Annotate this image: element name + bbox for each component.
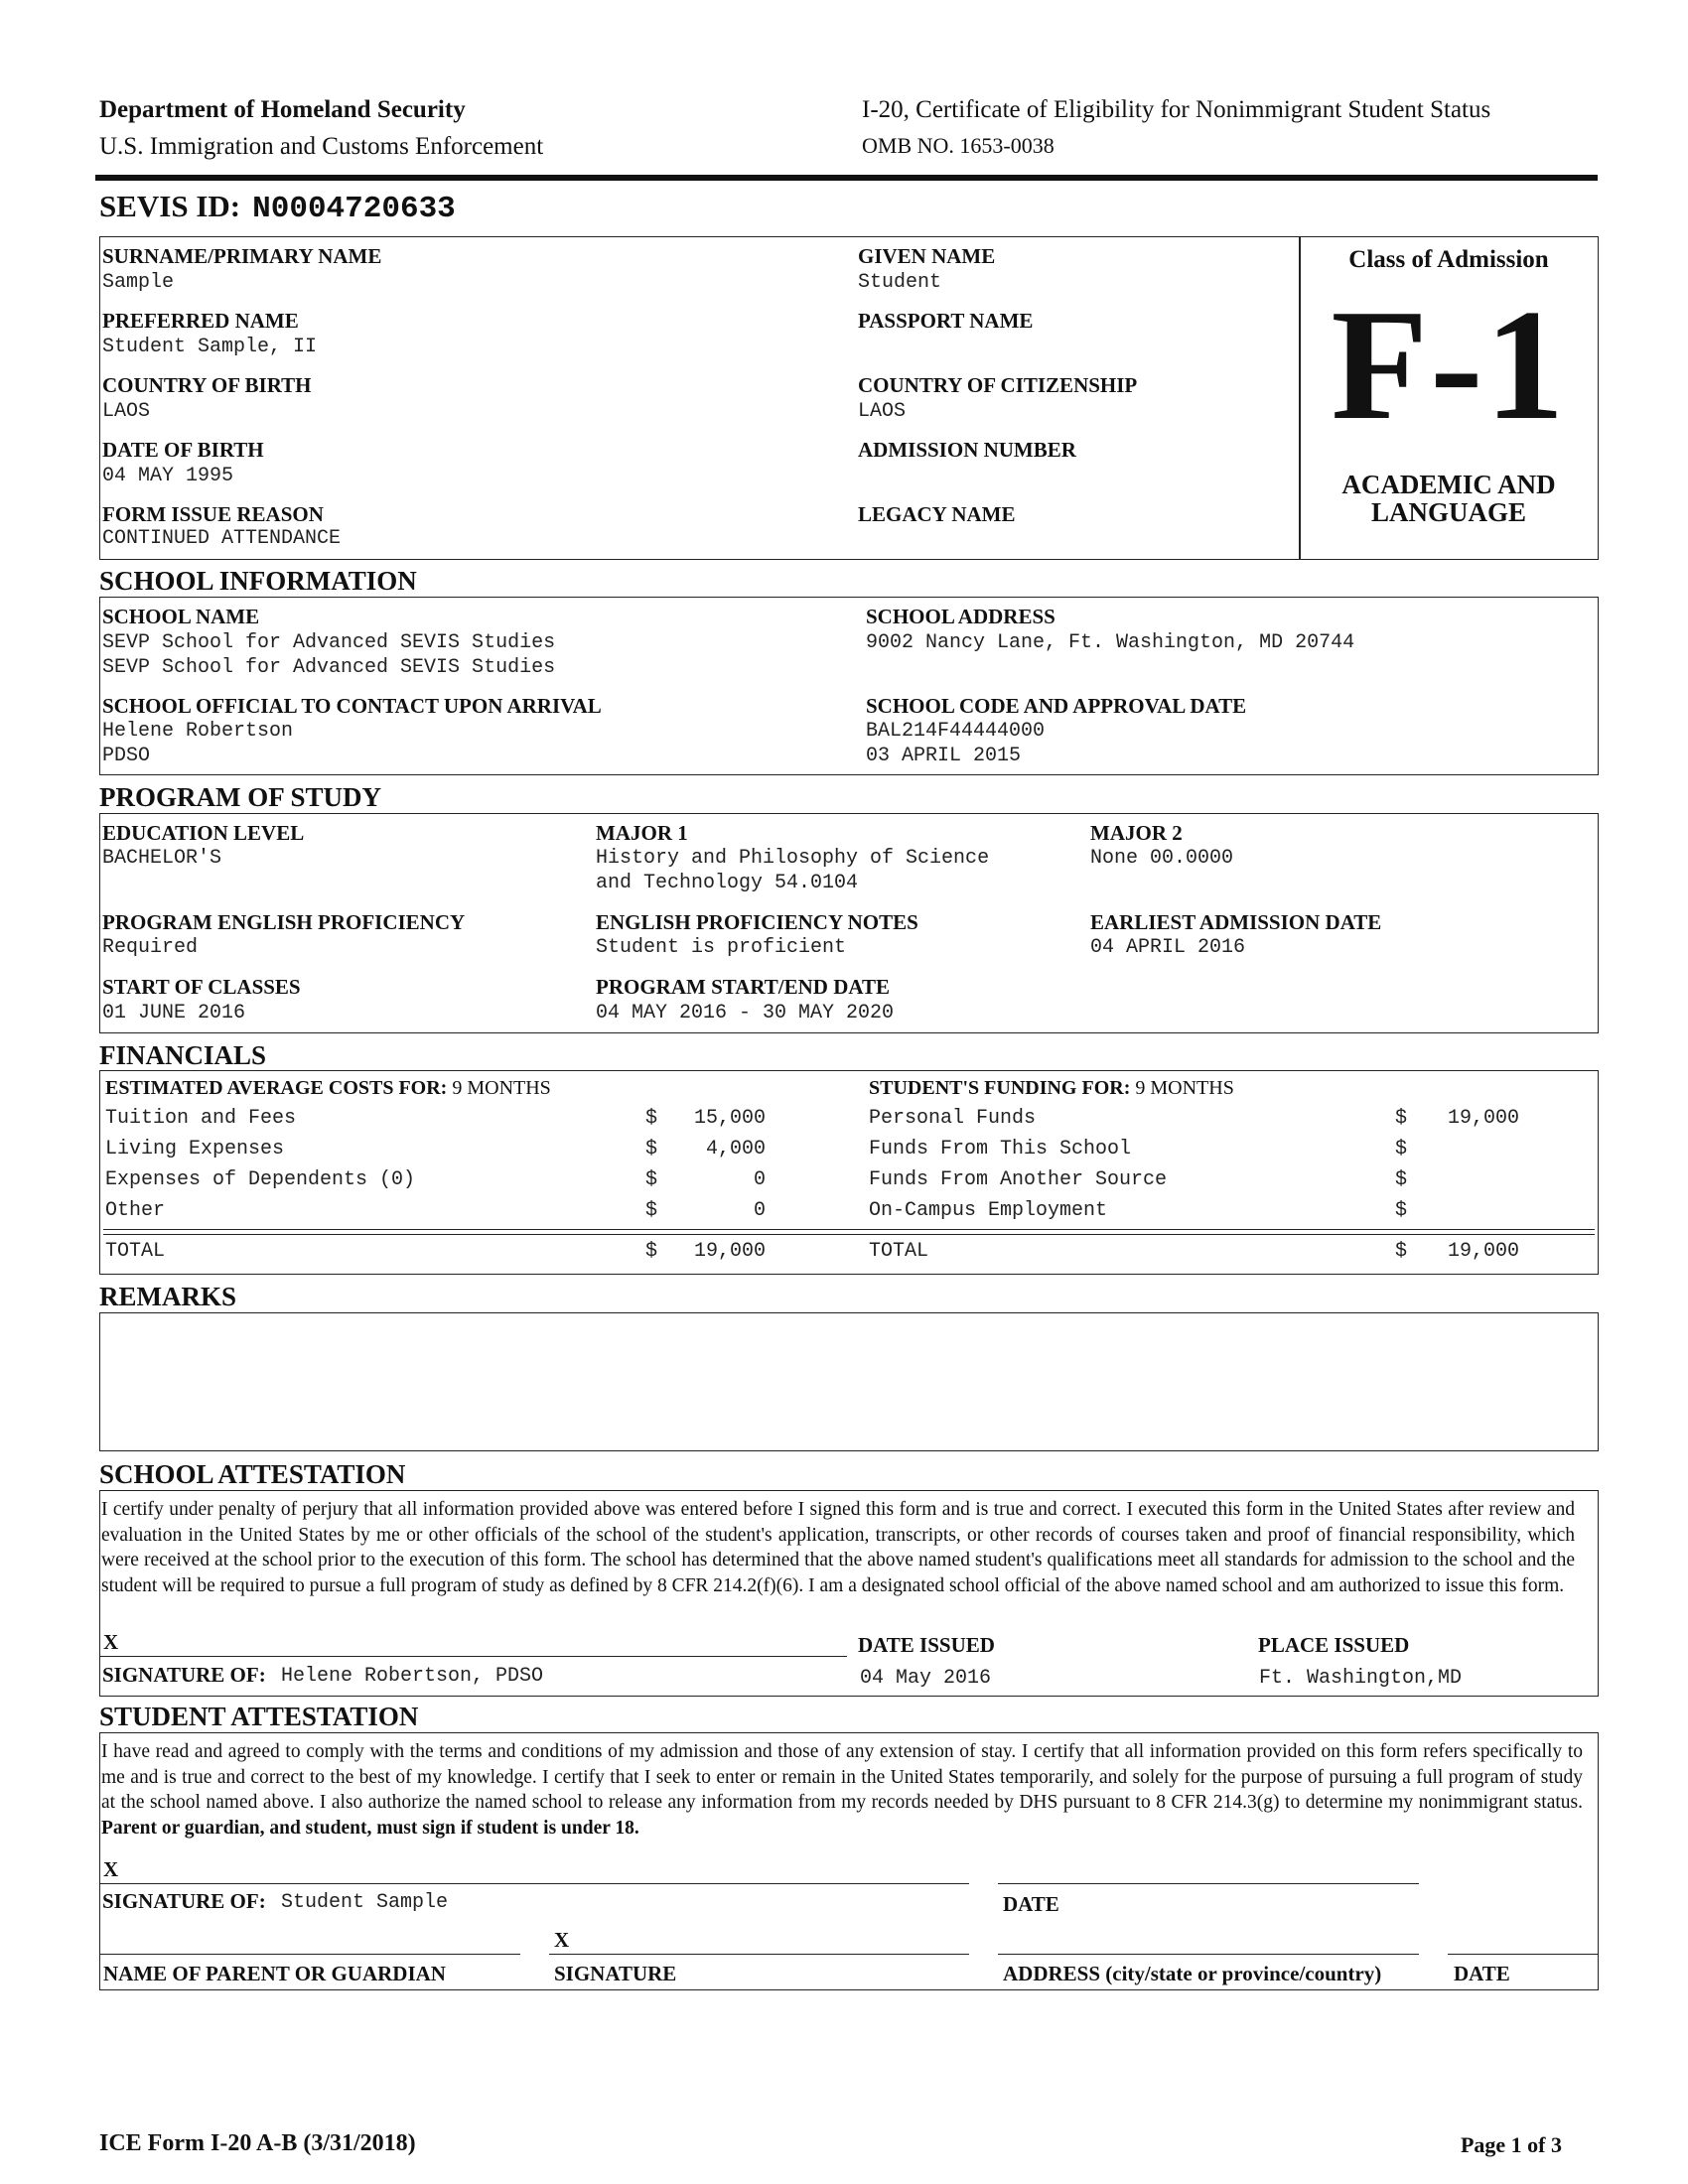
cost-currency: $: [645, 1138, 658, 1160]
date-of-birth-value: 04 MAY 1995: [102, 465, 234, 487]
parent-date-label: DATE: [1454, 1962, 1510, 1985]
student-sig-name: Student Sample: [281, 1891, 449, 1914]
sub-agency-name: U.S. Immigration and Customs Enforcement: [99, 133, 544, 160]
student-attestation-bold: Parent or guardian, and student, must sign if student is under 18.: [101, 1817, 639, 1839]
form-issue-reason-label: FORM ISSUE REASON: [102, 502, 324, 526]
date-issued-value: 04 May 2016: [860, 1667, 992, 1690]
cost-item: Other: [105, 1199, 166, 1222]
funding-total-currency: $: [1395, 1240, 1408, 1263]
major-1-label: MAJOR 1: [596, 821, 688, 845]
school-address-value: 9002 Nancy Lane, Ft. Washington, MD 20744: [866, 631, 1355, 654]
student-date-label: DATE: [1003, 1892, 1059, 1916]
english-notes-value: Student is proficient: [596, 936, 847, 959]
cost-row: [105, 1165, 771, 1196]
funding-row: [869, 1104, 1564, 1135]
country-of-birth-label: COUNTRY OF BIRTH: [102, 373, 312, 397]
funding-header-label: STUDENT'S FUNDING FOR:: [869, 1077, 1131, 1099]
agency-name: Department of Homeland Security: [99, 96, 466, 123]
cost-currency: $: [645, 1107, 658, 1130]
major-1-line-1: History and Philosophy of Science: [596, 847, 990, 870]
cost-amount: 4,000: [705, 1138, 766, 1160]
legacy-name-label: LEGACY NAME: [858, 502, 1016, 526]
sevis-id-label: SEVIS ID:: [99, 189, 241, 223]
financials-total-rule-2: [103, 1234, 1595, 1235]
program-dates-value: 04 MAY 2016 - 30 MAY 2020: [596, 1002, 895, 1024]
costs-header-label: ESTIMATED AVERAGE COSTS FOR:: [105, 1077, 448, 1099]
funding-row: [869, 1196, 1564, 1227]
surname-label: SURNAME/PRIMARY NAME: [102, 244, 382, 268]
school-official-title: PDSO: [102, 745, 151, 767]
parent-name-line: [100, 1954, 520, 1955]
school-attestation-text: I certify under penalty of perjury that all information provided above was entered before I signed this form and is true and correct. I executed this form in the United States after review and evaluation in the United States by me or other officials of the school of the student's application, transcripts, or other records of courses taken and proof of financial responsibility, which were received at the school prior to the execution of this form. The school has determined that the above named student's qualifications meet all standards for admission to the school and the student will be required to pursue a full program of study as defined by 8 CFR 214.2(f)(6). I am a designated school official of the above named school and am authorized to issue this form.: [101, 1499, 1575, 1596]
school-official-label: SCHOOL OFFICIAL TO CONTACT UPON ARRIVAL: [102, 694, 602, 718]
school-sig-name: Helene Robertson, PDSO: [281, 1665, 544, 1688]
date-issued-label: DATE ISSUED: [858, 1633, 995, 1657]
cost-item: Expenses of Dependents (0): [105, 1168, 416, 1191]
given-name-value: Student: [858, 271, 942, 294]
cost-row: [105, 1135, 771, 1165]
costs-total-currency: $: [645, 1240, 658, 1263]
school-info-title: SCHOOL INFORMATION: [99, 566, 417, 596]
costs-total-label: TOTAL: [105, 1240, 166, 1263]
place-issued-label: PLACE ISSUED: [1258, 1633, 1410, 1657]
student-sig-x: X: [103, 1857, 119, 1881]
major-2-value: None 00.0000: [1090, 847, 1234, 870]
class-of-admission-desc-2: LANGUAGE: [1370, 497, 1526, 527]
student-attestation-title: STUDENT ATTESTATION: [99, 1702, 419, 1731]
cost-row: [105, 1104, 771, 1135]
funding-currency: $: [1395, 1107, 1408, 1130]
funding-row: [869, 1135, 1564, 1165]
start-of-classes-label: START OF CLASSES: [102, 975, 301, 999]
start-of-classes-value: 01 JUNE 2016: [102, 1002, 246, 1024]
cost-row: [105, 1196, 771, 1227]
admission-number-label: ADMISSION NUMBER: [858, 438, 1076, 462]
english-proficiency-value: Required: [102, 936, 199, 959]
school-name-label: SCHOOL NAME: [102, 605, 260, 628]
funding-item: Personal Funds: [869, 1107, 1037, 1130]
remarks-box: [99, 1312, 1599, 1451]
funding-amount: 19,000: [1447, 1107, 1519, 1130]
parent-address-label: ADDRESS (city/state or province/country): [1003, 1962, 1382, 1985]
country-of-birth-value: LAOS: [102, 400, 151, 423]
student-sig-line: [100, 1883, 969, 1884]
form-title: I-20, Certificate of Eligibility for Nonimmigrant Student Status: [862, 96, 1491, 123]
funding-row: [869, 1165, 1564, 1196]
date-of-birth-label: DATE OF BIRTH: [102, 438, 264, 462]
funding-currency: $: [1395, 1199, 1408, 1222]
school-sig-x: X: [103, 1630, 119, 1654]
funding-item: Funds From Another Source: [869, 1168, 1168, 1191]
school-address-label: SCHOOL ADDRESS: [866, 605, 1055, 628]
cost-amount: 15,000: [693, 1107, 766, 1130]
funding-total-row: [869, 1237, 1564, 1268]
program-title: PROGRAM OF STUDY: [99, 782, 381, 812]
funding-header-period: 9 MONTHS: [1130, 1077, 1234, 1099]
cost-item: Tuition and Fees: [105, 1107, 297, 1130]
parent-signature-label: SIGNATURE: [554, 1962, 677, 1985]
english-proficiency-label: PROGRAM ENGLISH PROFICIENCY: [102, 910, 466, 934]
program-dates-label: PROGRAM START/END DATE: [596, 975, 890, 999]
school-sig-line: [100, 1656, 847, 1657]
earliest-admission-label: EARLIEST ADMISSION DATE: [1090, 910, 1382, 934]
parent-sig-x: X: [554, 1928, 570, 1952]
school-info-box: [99, 597, 1599, 775]
footer-page-number: Page 1 of 3: [1460, 2132, 1562, 2157]
cost-amount: 0: [753, 1199, 766, 1222]
surname-value: Sample: [102, 271, 175, 294]
cost-item: Living Expenses: [105, 1138, 285, 1160]
class-of-admission-code: F-1: [1331, 276, 1567, 453]
school-name-line-2: SEVP School for Advanced SEVIS Studies: [102, 656, 556, 679]
costs-header-period: 9 MONTHS: [447, 1077, 551, 1099]
funding-item: On-Campus Employment: [869, 1199, 1108, 1222]
country-of-citizenship-label: COUNTRY OF CITIZENSHIP: [858, 373, 1138, 397]
class-of-admission-label: Class of Admission: [1348, 246, 1549, 273]
financials-title: FINANCIALS: [99, 1040, 267, 1070]
header-rule: [95, 175, 1598, 181]
costs-total-row: [105, 1237, 771, 1268]
given-name-label: GIVEN NAME: [858, 244, 996, 268]
class-of-admission-desc-1: ACADEMIC AND: [1341, 470, 1556, 499]
school-official-name: Helene Robertson: [102, 720, 294, 743]
place-issued-value: Ft. Washington,MD: [1259, 1667, 1463, 1690]
education-level-label: EDUCATION LEVEL: [102, 821, 305, 845]
earliest-admission-value: 04 APRIL 2016: [1090, 936, 1246, 959]
costs-total-amount: 19,000: [693, 1240, 766, 1263]
costs-header: [105, 1077, 551, 1100]
omb-number: OMB NO. 1653-0038: [862, 133, 1055, 158]
remarks-text: [100, 1313, 1598, 1325]
country-of-citizenship-value: LAOS: [858, 400, 907, 423]
student-attestation-text: [101, 1739, 1583, 1841]
form-issue-reason-value: CONTINUED ATTENDANCE: [102, 527, 342, 550]
cost-currency: $: [645, 1168, 658, 1191]
financials-total-rule: [103, 1229, 1595, 1230]
parent-date-line: [1448, 1954, 1598, 1955]
parent-address-line: [998, 1954, 1419, 1955]
funding-total-amount: 19,000: [1447, 1240, 1519, 1263]
school-sig-label: SIGNATURE OF:: [102, 1663, 266, 1687]
school-name-line-1: SEVP School for Advanced SEVIS Studies: [102, 631, 556, 654]
footer-form-id: ICE Form I-20 A-B (3/31/2018): [99, 2130, 416, 2156]
major-1-line-2: and Technology 54.0104: [596, 872, 859, 894]
student-attestation-body: I have read and agreed to comply with the terms and conditions of my admission and those of any extension of stay. I certify that all information provided on this form refers specifically to me and is true and correct to the best of my knowledge. I certify that I seek to enter or remain in the United States temporarily, and solely for the purpose of pursuing a full program of study at the school named above. I also authorize the named school to release any information from my records needed by DHS pursuant to 8 CFR 214.3(g) to determine my nonimmigrant status.: [101, 1741, 1583, 1813]
funding-total-label: TOTAL: [869, 1240, 929, 1263]
funding-currency: $: [1395, 1138, 1408, 1160]
school-code-value: BAL214F44444000: [866, 720, 1046, 743]
student-sig-label: SIGNATURE OF:: [102, 1889, 266, 1913]
sevis-id: [99, 189, 456, 226]
preferred-name-value: Student Sample, II: [102, 336, 318, 358]
major-2-label: MAJOR 2: [1090, 821, 1183, 845]
school-approval-date: 03 APRIL 2015: [866, 745, 1022, 767]
funding-item: Funds From This School: [869, 1138, 1132, 1160]
school-attestation-title: SCHOOL ATTESTATION: [99, 1459, 406, 1489]
preferred-name-label: PREFERRED NAME: [102, 309, 299, 333]
remarks-title: REMARKS: [99, 1282, 237, 1311]
passport-name-label: PASSPORT NAME: [858, 309, 1034, 333]
cost-currency: $: [645, 1199, 658, 1222]
costs-list: [105, 1104, 771, 1227]
parent-sig-line: [549, 1954, 969, 1955]
school-code-label: SCHOOL CODE AND APPROVAL DATE: [866, 694, 1247, 718]
parent-name-label: NAME OF PARENT OR GUARDIAN: [103, 1962, 446, 1985]
funding-header: [869, 1077, 1234, 1100]
english-notes-label: ENGLISH PROFICIENCY NOTES: [596, 910, 918, 934]
sevis-id-value: N0004720633: [252, 192, 456, 226]
funding-currency: $: [1395, 1168, 1408, 1191]
funding-list: [869, 1104, 1564, 1227]
cost-amount: 0: [753, 1168, 766, 1191]
student-date-line: [998, 1883, 1419, 1884]
education-level-value: BACHELOR'S: [102, 847, 222, 870]
